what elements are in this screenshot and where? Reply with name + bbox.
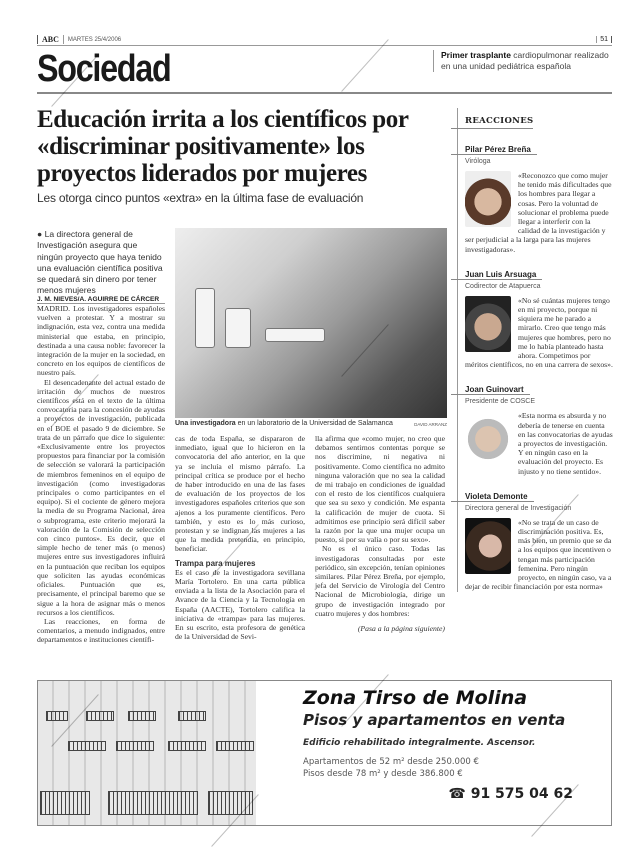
- balcony: [108, 791, 198, 815]
- ad-phone[interactable]: [303, 786, 603, 802]
- reaction-quote: «No sé cuántas mujeres tengo en mi proyecto, porque ni siquiera me he parado a mirarlo. Creo que tengo más mujeres que hombres, pero no me lo había planteado hasta ahora. Competimos por méritos científicos, no en una carrera de sexos».: [465, 295, 613, 370]
- ad-tagline: Edificio rehabilitado integralmente. Ascensor.: [303, 738, 536, 748]
- reaction-role: Viróloga: [465, 158, 491, 165]
- headline-block: [37, 106, 442, 205]
- paragraph: lla afirma que «como mujer, no creo que debamos sentirnos contentas porque se nos discrimine, ni negativa ni positivamente. Como científica no admito ninguna valoración que no sea la calidad de mi trabajo en condiciones de igualdad con el resto de los científicos cualquiera que sea su sexo y condición. Me espanta la calificación de mujer de cuota. Si admitimos ese principio será difícil saber la razón por la que una mujer ocupa un puesto, si por su valía o por su sexo».: [315, 434, 445, 545]
- caption-text: en un laboratorio de la Universidad de Salamanca: [237, 420, 393, 427]
- portrait-photo: [465, 518, 511, 574]
- reaction-role: Presidente de COSCE: [465, 398, 536, 406]
- portrait-photo: [465, 171, 511, 227]
- flask-shape: [195, 288, 215, 348]
- continued-link[interactable]: (Pasa a la página siguiente): [357, 624, 445, 634]
- reaction-role: Directora general de Investigación: [465, 504, 572, 512]
- reaction-quote: «Reconozco que como mujer he tenido más dificultades que los hombres para llegar a cosas. Pero la voluntad de solucionar el problema puede llegar a interferir con la calidad de la investigación y ser perjudicial a la larga para las mujeres investigadoras».: [465, 171, 612, 254]
- phone-number: 91 575 04 62: [470, 786, 573, 802]
- flask-shape: [265, 328, 325, 342]
- teaser-text: cardiopulmonar realizado en una unidad pediátrica española: [441, 50, 609, 71]
- deck: Les otorga cinco puntos «extra» en la última fase de evaluación: [37, 191, 364, 205]
- section-title: Sociedad: [37, 48, 171, 90]
- flask-shape: [225, 308, 251, 348]
- sidebar-title: REACCIONES: [451, 116, 533, 129]
- subheading: Trampa para mujeres: [175, 558, 256, 568]
- headline: Educación irrita a los científicos por «discriminar positivamente» los proyectos liderados por mujeres: [37, 106, 409, 187]
- balcony: [128, 711, 156, 721]
- abc-watermark-stroke: [341, 39, 389, 92]
- reaction-name: Juan Luis Arsuaga: [451, 270, 542, 280]
- reaction-name: Joan Guinovart: [451, 385, 530, 395]
- reaction-quote: «Esta norma es absurda y no debería de tenerse en cuenta en las convocatorias de ayudas a proyectos de investigación. Y en ningún caso en la evaluación del proyecto. Es injusto y no tiene sentido».: [518, 411, 613, 476]
- reaction-item: [465, 262, 613, 370]
- reaction-quote: «No se trata de un caso de discriminación positiva. Es, más bien, un premio que se da a los equipos que incentiven o tengan más participación femenina. Pero ningún proyecto, en ningún caso, va a dejar de recibir financiación por esta norma»: [465, 517, 612, 592]
- reaction-item: [465, 377, 613, 475]
- telephone-icon: ☎: [448, 786, 466, 802]
- reaction-name: Pilar Pérez Breña: [451, 145, 537, 155]
- portrait-photo: [465, 296, 511, 352]
- ad-price-line: Apartamentos de 52 m² desde 250.000 €: [303, 757, 479, 767]
- balcony: [86, 711, 114, 721]
- teaser[interactable]: [433, 50, 611, 72]
- reaction-name: Violeta Demonte: [451, 492, 534, 502]
- reaction-item: [465, 137, 613, 254]
- teaser-bold: Primer trasplante: [441, 50, 511, 60]
- page-number: 51: [596, 36, 612, 43]
- article-column-1: [37, 304, 165, 645]
- ad-subtitle: Pisos y apartamentos en venta: [303, 711, 566, 729]
- balcony: [40, 791, 90, 815]
- page-header: [37, 34, 612, 46]
- paragraph: Es el caso de la investigadora sevillana María Tortolero. En una carta pública enviada a la lista de la Asociación para el Avance de la Ciencia y la Tecnología en España (AACTE), Tortolero califica la iniciativa de «trampa» para las mujeres. En su escrito, esta profesora de genética de la Universidad de Sevi-: [175, 567, 305, 642]
- balcony: [68, 741, 106, 751]
- paragraph: cas de toda España, se dispararon de inmediato, igual que lo hicieron en la convocatoria del año anterior, en la que ya se incluía el mismo párrafo. La principal crítica se produce por el hecho de haber introducido en una de las fases de evaluación de los proyectos de los investigadores españoles criterios que son ajenos a los puramente científicos. Pero también, y esto es lo más curioso, protestan y se indignan las mujeres a las que la medida pretendía, en principio, beneficiar.: [175, 434, 305, 554]
- paragraph: No es el único caso. Todas las investigadoras consultadas por este periódico, sin excepción, tenían opiniones similares. Pilar Pérez Breña, por ejemplo, jefa del Servicio de Virología del Centro Nacional de Microbiología, dirige un grupo de investigación integrado por cuatro mujeres y dos hombres:: [315, 544, 445, 618]
- lab-photo: [175, 228, 447, 418]
- ad-price-line: Pisos desde 78 m² y desde 386.800 €: [303, 769, 463, 779]
- balcony: [208, 791, 253, 815]
- real-estate-ad[interactable]: [37, 680, 612, 826]
- balcony: [216, 741, 254, 751]
- portrait-photo: [465, 411, 511, 467]
- ad-title: Zona Tirso de Molina: [303, 687, 528, 709]
- photo-credit: DAVID ARRANZ: [414, 422, 447, 427]
- reactions-sidebar: [457, 108, 613, 592]
- balcony: [178, 711, 206, 721]
- balcony: [46, 711, 68, 721]
- byline: J. M. NIEVES/A. AGUIRRE DE CÁRCER: [37, 296, 160, 303]
- issue-date: MARTES 25/4/2006: [67, 36, 122, 43]
- lead-summary: ● La directora general de Investigación asegura que ningún proyecto que haya tenido una evaluación científica positiva se quedará sin dinero por tener menos mujeres: [37, 229, 165, 304]
- caption-bold: Una investigadora: [175, 420, 236, 427]
- article-column-2: [175, 434, 305, 641]
- paper-name: ABC: [37, 35, 64, 44]
- balcony: [168, 741, 206, 751]
- paragraph: El desencadenante del actual estado de irritación de muchos de nuestros científicos está en el texto de la última convocatoria para la concesión de ayudas a proyectos de investigación, publicada en el BOE el pasado 9 de diciembre. Se trata de un párrafo que dice lo siguiente: «Exclusivamente entre los proyectos propuestos para financiar por la comisión de selección se valorará la participación de miembros femeninos en el equipo de investigación (como investigadoras principales o como participantes en el equipo). Si el cociente de género mejora la media de su Programa Nacional, área o subprograma, este criterio mejorará la valoración de la Comisión de selección con cinco puntos». Es decir, que el simple hecho de tener más (o menos) mujeres entre sus investigadores influirá en la puntuación que reciban los equipos que soliciten las ayudas económicas oficiales. Puntuación que es, precisamente, el principal baremo que se sigue a la hora de asignar más o menos recursos a los científicos.: [37, 377, 165, 617]
- balcony: [116, 741, 154, 751]
- reaction-item: [465, 484, 613, 592]
- photo-caption: [175, 420, 447, 427]
- article-column-3: [315, 434, 445, 633]
- reaction-role: Codirector de Atapuerca: [465, 282, 541, 290]
- building-photo: [38, 681, 256, 825]
- section-rule: [37, 92, 612, 94]
- paragraph: Las reacciones, en forma de comentarios, a menudo indignados, entre departamentos e instituciones científi-: [37, 616, 165, 645]
- paragraph: MADRID. Los investigadores españoles vuelven a protestar. Y a mostrar su indignación, esta vez, contra una medida ministerial que estaba, en principio, destinada a una causa noble: favorecer la integración de la mujer en la sociedad, en concreto en los equipos de científicos de nuestro país.: [37, 304, 165, 378]
